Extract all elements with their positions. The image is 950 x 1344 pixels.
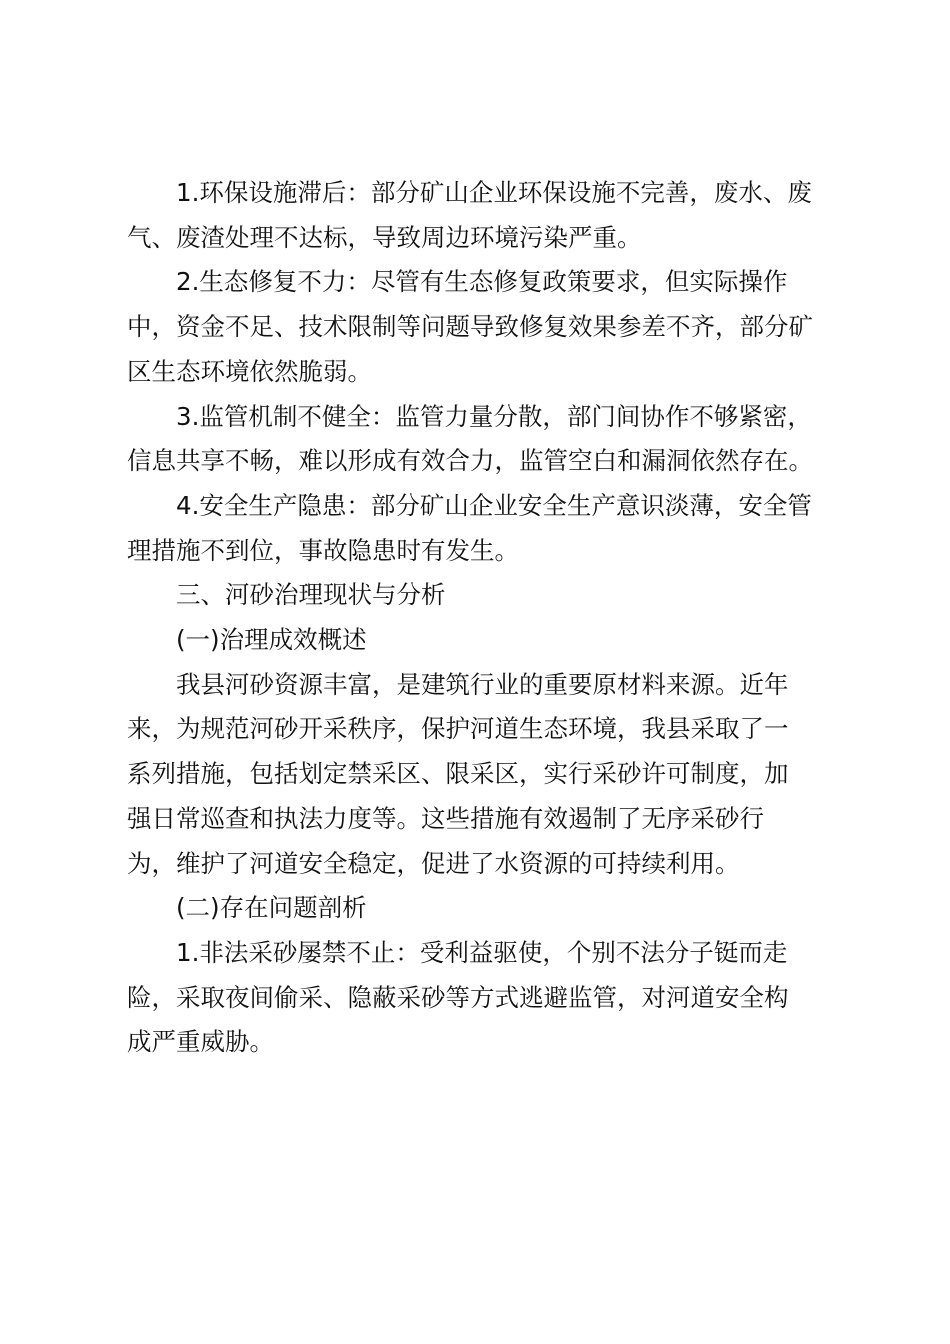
text-line: 系列措施，包括划定禁采区、限采区，实行采砂许可制度，加 [127, 759, 789, 789]
text-line: 理措施不到位，事故隐患时有发生。 [127, 535, 519, 565]
text-line: 三、河砂治理现状与分析 [176, 580, 446, 610]
paragraph-illegal-mining [127, 931, 819, 1065]
text-line: 4.安全生产隐患：部分矿山企业安全生产意识淡薄，安全管 [176, 490, 812, 520]
text-line: 区生态环境依然脆弱。 [127, 356, 372, 386]
text-line: (二)存在问题剖析 [176, 893, 367, 923]
text-line: 2.生态修复不力：尽管有生态修复政策要求，但实际操作 [176, 267, 788, 297]
text-line: 3.监管机制不健全：监管力量分散，部门间协作不够紧密， [176, 401, 812, 431]
paragraph-supervision-mechanism [127, 395, 819, 484]
text-line: 信息共享不畅，难以形成有效合力，监管空白和漏洞依然存在。 [127, 446, 813, 476]
paragraph-ecological-restoration [127, 260, 819, 394]
text-line: 险，采取夜间偷采、隐蔽采砂等方式逃避监管，对河道安全构 [127, 982, 789, 1012]
text-line: 1.环保设施滞后：部分矿山企业环保设施不完善，废水、废 [176, 178, 812, 207]
paragraph-river-sand-overview [127, 663, 819, 887]
document-body [127, 171, 819, 1065]
text-line: 我县河砂资源丰富，是建筑行业的重要原材料来源。近年 [176, 669, 789, 699]
text-line: 成严重威胁。 [127, 1027, 274, 1057]
text-line: 1.非法采砂屡禁不止：受利益驱使，个别不法分子铤而走 [176, 937, 788, 967]
paragraph-safety-hazards [127, 484, 819, 573]
section-heading [127, 573, 819, 618]
text-line: 气、废渣处理不达标，导致周边环境污染严重。 [127, 222, 642, 252]
text-line: 来，为规范河砂开采秩序，保护河道生态环境，我县采取了一 [127, 714, 789, 744]
text-line: 为，维护了河道安全稳定，促进了水资源的可持续利用。 [127, 848, 740, 878]
text-line: 强日常巡查和执法力度等。这些措施有效遏制了无序采砂行 [127, 803, 764, 833]
text-line: (一)治理成效概述 [176, 625, 367, 655]
subsection-heading [127, 886, 819, 931]
paragraph-environmental-facilities [127, 171, 819, 260]
subsection-heading [127, 618, 819, 663]
text-line: 中，资金不足、技术限制等问题导致修复效果参差不齐，部分矿 [127, 312, 813, 342]
